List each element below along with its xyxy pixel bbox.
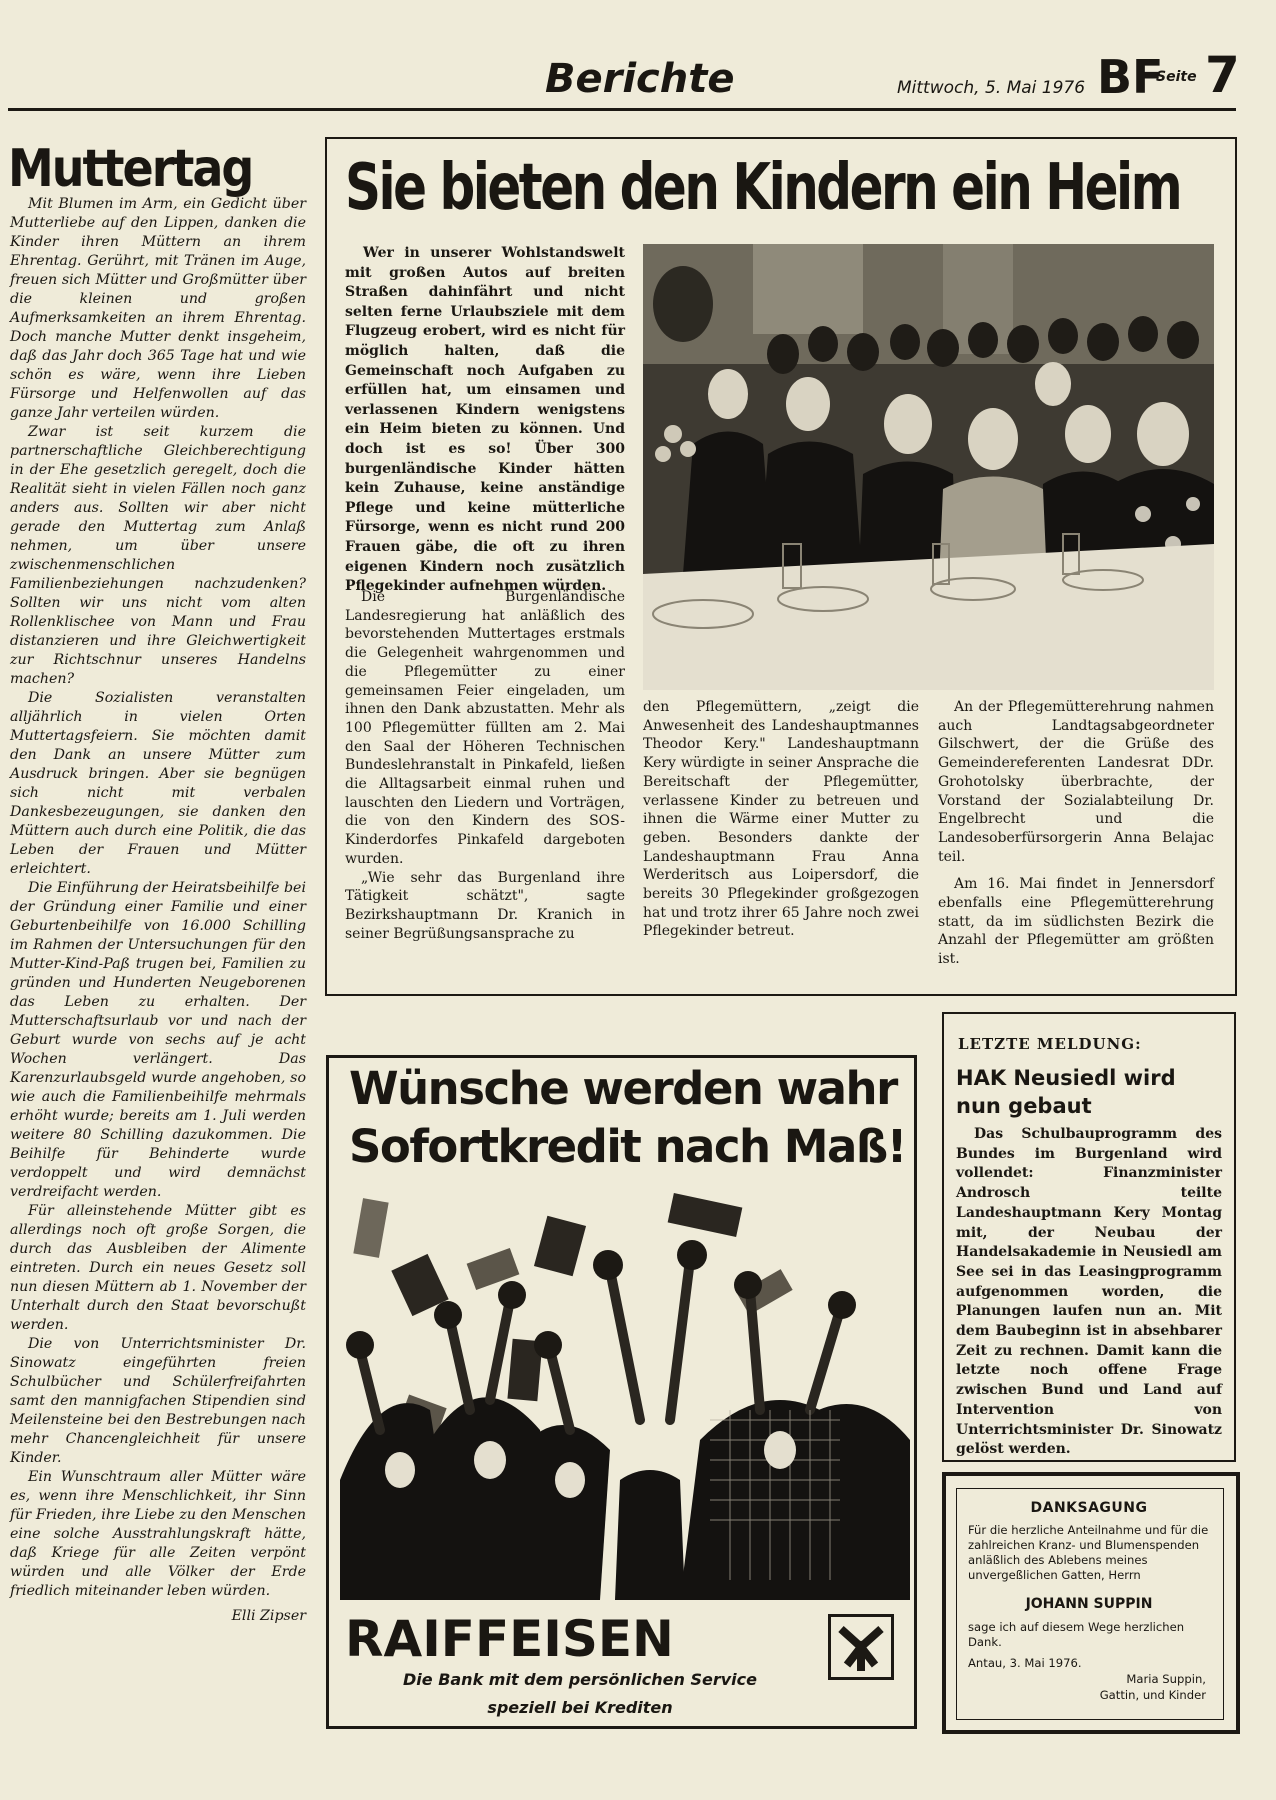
- article-paragraph: Am 16. Mai findet in Jennersdorf ebenfalls eine Pflegemütterehrung statt, da im südlichsten Bezirk die Anzahl der Pflegemütter am größten ist.: [938, 876, 1214, 968]
- pflegemuetter-photo: [643, 244, 1214, 690]
- danksagung-text-2: sage ich auf diesem Wege herzlichen Dank.: [968, 1620, 1185, 1649]
- article-paragraph: An der Pflegemütterehrung nahmen auch Landtagsabgeordneter Gilschwert, der die Grüße des Gemeindereferenten Landesrat DDr. Grohotolsky überbrachte, der Vorstand der Sozialabteilung Dr. Engelbrecht und die Landesoberfürsorgerin Anna Belajac teil.: [938, 699, 1214, 865]
- ad-brand: RAIFFEISEN: [345, 1610, 674, 1668]
- muttertag-paragraph: Die von Unterrichtsminister Dr. Sinowatz eingeführten freien Schulbücher und Schülerfreifahrten samt den mannigfachen Stipendien sind Meilensteine bei den Bestrebungen nach mehr Chancengleichheit für unsere Kinder.: [10, 1336, 306, 1466]
- danksagung-signature-2: Gattin, und Kinder: [1099, 1688, 1206, 1702]
- page-number: 7: [1205, 46, 1240, 104]
- danksagung-text: Für die herzliche Anteilnahme und für die zahlreichen Kranz- und Blumenspenden anläßlich des Ablebens meines unvergeßlichen Gatten, Herrn: [968, 1523, 1209, 1582]
- letzte-meldung-paragraph: Das Schulbauprogramm des Bundes im Burgenland wird vollendet: Finanzminister Androsch teilte Landeshauptmann Kery Montag mit, der Neubau der Handelsakademie in Neusiedl am See sei in das Leasingprogramm aufgenommen worden, die Planungen laufen nun an. Mit dem Baubeginn ist in absehbarer Zeit zu rechnen. Damit kann die letzte noch offene Frage zwischen Bund und Land auf Intervention von Unterrichtsminister Dr. Sinowatz gelöst werden.: [956, 1126, 1222, 1458]
- muttertag-author: Elli Zipser: [231, 1608, 306, 1624]
- muttertag-paragraph: Ein Wunschtraum aller Mütter wäre es, wenn ihre Menschlichkeit, ihr Sinn für Frieden, ihre Liebe zu den Menschen eine solche Ausstrahlungskraft hätte, daß Kriege für alle Zeiten verpönt würden und alle Völker der Erde friedlich miteinander leben würden.: [10, 1469, 306, 1599]
- ad-illustration: [340, 1180, 910, 1600]
- main-article-column-3: [938, 698, 1214, 978]
- article-paragraph: „Wie sehr das Burgenland ihre Tätigkeit schätzt", sagte Bezirkshauptmann Dr. Kranich in seiner Begrüßungsansprache zu: [345, 869, 625, 942]
- danksagung-place-date: Antau, 3. Mai 1976.: [968, 1656, 1082, 1670]
- section-title: Berichte: [545, 56, 735, 102]
- danksagung-title: DANKSAGUNG: [1030, 1500, 1148, 1516]
- ad-tagline: Die Bank mit dem persönlichen Service: [403, 1670, 757, 1689]
- ad-headline: [349, 1060, 909, 1176]
- letzte-meldung-body: [956, 1125, 1222, 1460]
- issue-date: Mittwoch, 5. Mai 1976: [897, 78, 1086, 98]
- muttertag-paragraph: Zwar ist seit kurzem die partnerschaftliche Gleichberechtigung in der Ehe gesetzlich geregelt, doch die Realität sieht in vielen Fällen noch ganz anders aus. Sollten wir aber nicht gerade den Muttertag zum Anlaß nehmen, um über unsere zwischenmenschlichen Familienbeziehungen nachzudenken? Sollten wir uns nicht vom alten Rollenklischee von Mann und Frau distanzieren und ihre Gleichwertigkeit zur Richtschnur unseres Handelns machen?: [10, 424, 306, 687]
- muttertag-paragraph: Die Sozialisten veranstalten alljährlich in vielen Orten Muttertagsfeiern. Sie möchten damit den Dank an unsere Mütter zum Ausdruck bringen. Aber sie begnügen sich nicht mit verbalen Dankesbezeugungen, sie danken den Müttern auch durch eine Politik, die das Leben der Frauen und Mütter erleichtert.: [10, 690, 306, 877]
- main-article-column-1: [345, 588, 625, 943]
- muttertag-paragraph: Für alleinstehende Mütter gibt es allerdings noch oft große Sorgen, die durch das Ausbleiben der Alimente eintreten. Durch ein neues Gesetz soll nun diesen Müttern ab 1. November der Unterhalt durch den Staat bevorschußt werden.: [10, 1203, 306, 1333]
- raiffeisen-logo-icon: [828, 1614, 894, 1680]
- muttertag-article: [10, 195, 306, 1626]
- article-paragraph: Die Burgenländische Landesregierung hat anläßlich des bevorstehenden Muttertages erstmals die Gelegenheit wahrgenommen und die Pflegemütter zu einer gemeinsamen Feier eingeladen, um ihnen den Dank abzustatten. Mehr als 100 Pflegemütter füllten am 2. Mai den Saal der Höheren Technischen Bundeslehranstalt in Pinkafeld, ließen die Alltagsarbeit einmal ruhen und lauschten den Liedern und Vorträgen, die von den Kindern des SOS-Kinderdorfes Pinkafeld dargeboten wurden.: [345, 589, 625, 867]
- main-article-column-2: [643, 698, 919, 941]
- page-label: Seite: [1156, 69, 1197, 85]
- main-article-headline: Sie bieten den Kindern ein Heim: [345, 150, 1181, 225]
- ad-tagline-2: speziell bei Krediten: [487, 1698, 673, 1717]
- muttertag-paragraph: Die Einführung der Heiratsbeihilfe bei der Gründung einer Familie und einer Geburtenbeihilfe von 16.000 Schilling im Rahmen der Untersuchungen für den Mutter-Kind-Paß trugen bei, Familien zu gründen und Hunderten Neugeborenen das Leben zu erhalten. Der Mutterschaftsurlaub vor und nach der Geburt wurde von sechs auf je acht Wochen verlängert. Das Karenzurlaubsgeld wurde angehoben, so wie auch die Familienbeihilfe mehrmals erhöht wurde; bereits am 1. Juli werden weitere 80 Schilling dazukommen. Die Beihilfe für Behinderte wurde verdoppelt und wird demnächst verdreifacht werden.: [10, 880, 306, 1200]
- muttertag-headline: Muttertag: [8, 138, 253, 199]
- article-paragraph: den Pflegemüttern, „zeigt die Anwesenheit des Landeshauptmannes Theodor Kery." Landeshauptmann Kery würdigte in seiner Ansprache die Bereitschaft der Pflegemütter, verlassene Kinder zu betreuen und ihnen die Wärme einer Mutter zu geben. Besonders dankte der Landeshauptmann Frau Anna Werderitsch aus Loipersdorf, die bereits 30 Pflegekinder großgezogen hat und trotz ihrer 65 Jahre noch zwei Pflegekinder betreut.: [643, 699, 919, 940]
- main-article-lead: [345, 244, 625, 597]
- muttertag-paragraph: Mit Blumen im Arm, ein Gedicht über Mutterliebe auf den Lippen, danken die Kinder ihren Müttern an ihrem Ehrentag. Gerührt, mit Tränen im Auge, freuen sich Mütter und Großmütter über die kleinen und großen Aufmerksamkeiten an ihrem Ehrentag. Doch manche Mutter denkt insgeheim, daß das Jahr doch 365 Tage hat und wie schön es wäre, wenn ihre Lieben Fürsorge und Helfenwollen auf das ganze Jahr verteilen würden.: [10, 196, 306, 421]
- letzte-meldung-title: HAK Neusiedl wird nun gebaut: [956, 1066, 1176, 1118]
- lead-paragraph: Wer in unserer Wohlstandswelt mit großen Autos auf breiten Straßen dahinfährt und nicht selten ferne Urlaubsziele mit dem Flugzeug erobert, wird es nicht für möglich halten, daß die Gemeinschaft noch Aufgaben zu erfüllen hat, um einsamen und verlassenen Kindern wenigstens ein Heim bieten zu können. Und doch ist es so! Über 300 burgenländische Kinder hätten kein Zuhause, keine anständige Pflege und keine mütterliche Fürsorge, wenn es nicht rund 200 Frauen gäbe, die oft zu ihren eigenen Kindern noch zusätzlich Pflegekinder aufnehmen würden.: [345, 245, 625, 595]
- ad-headline-line-2: Sofortkredit nach Maß!: [349, 1120, 906, 1173]
- paper-logo: BF: [1097, 50, 1164, 104]
- letzte-meldung-label: LETZTE MELDUNG:: [958, 1035, 1142, 1053]
- ad-headline-line-1: Wünsche werden wahr: [349, 1062, 897, 1115]
- masthead-rule: [8, 108, 1236, 111]
- danksagung-name: JOHANN SUPPIN: [1025, 1596, 1153, 1612]
- danksagung-signature: Maria Suppin,: [1126, 1672, 1206, 1686]
